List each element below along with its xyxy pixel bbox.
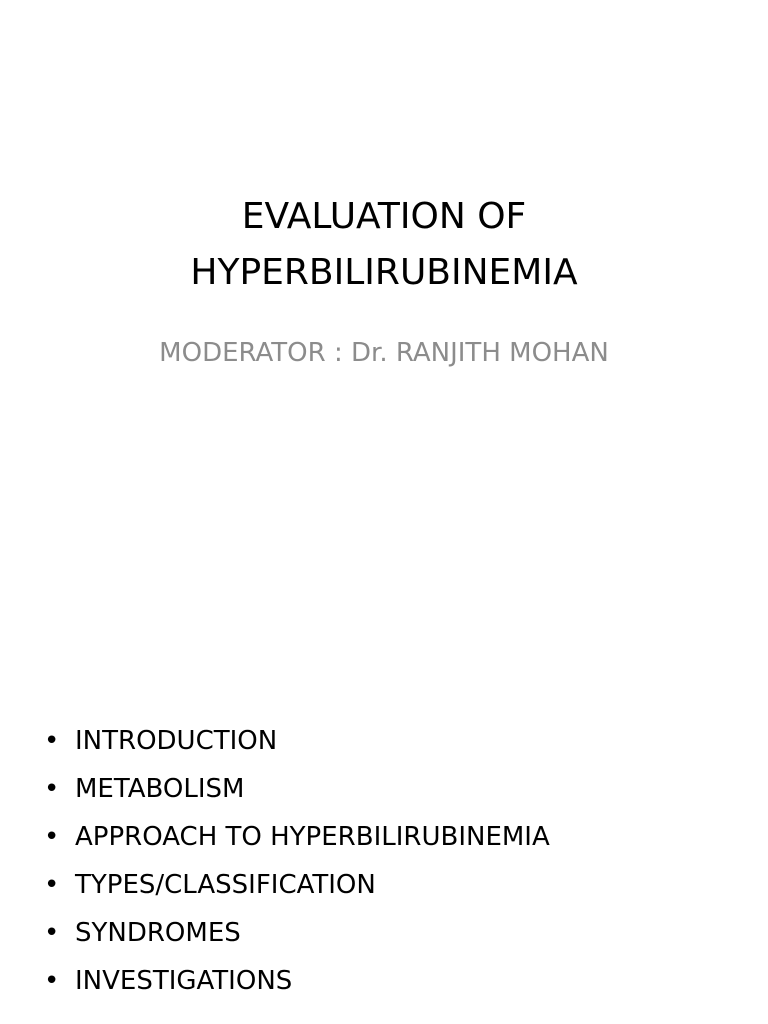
bullet-icon: • (44, 966, 60, 996)
agenda-item-label: APPROACH TO HYPERBILIRUBINEMIA (75, 822, 550, 852)
agenda-item-label: TYPES/CLASSIFICATION (75, 870, 376, 900)
agenda-item-label: INVESTIGATIONS (75, 966, 293, 996)
bullet-icon: • (44, 726, 60, 756)
bullet-icon: • (44, 822, 60, 852)
slide-subtitle: MODERATOR : Dr. RANJITH MOHAN (159, 338, 609, 368)
slide-title-line-2: HYPERBILIRUBINEMIA (190, 252, 578, 293)
slide-title-line-1: EVALUATION OF (241, 196, 527, 237)
bullet-icon: • (44, 774, 60, 804)
agenda-item-label: METABOLISM (75, 774, 245, 804)
bullet-icon: • (44, 918, 60, 948)
agenda-item-label: SYNDROMES (75, 918, 241, 948)
bullet-icon: • (44, 870, 60, 900)
agenda-item-label: INTRODUCTION (75, 726, 278, 756)
